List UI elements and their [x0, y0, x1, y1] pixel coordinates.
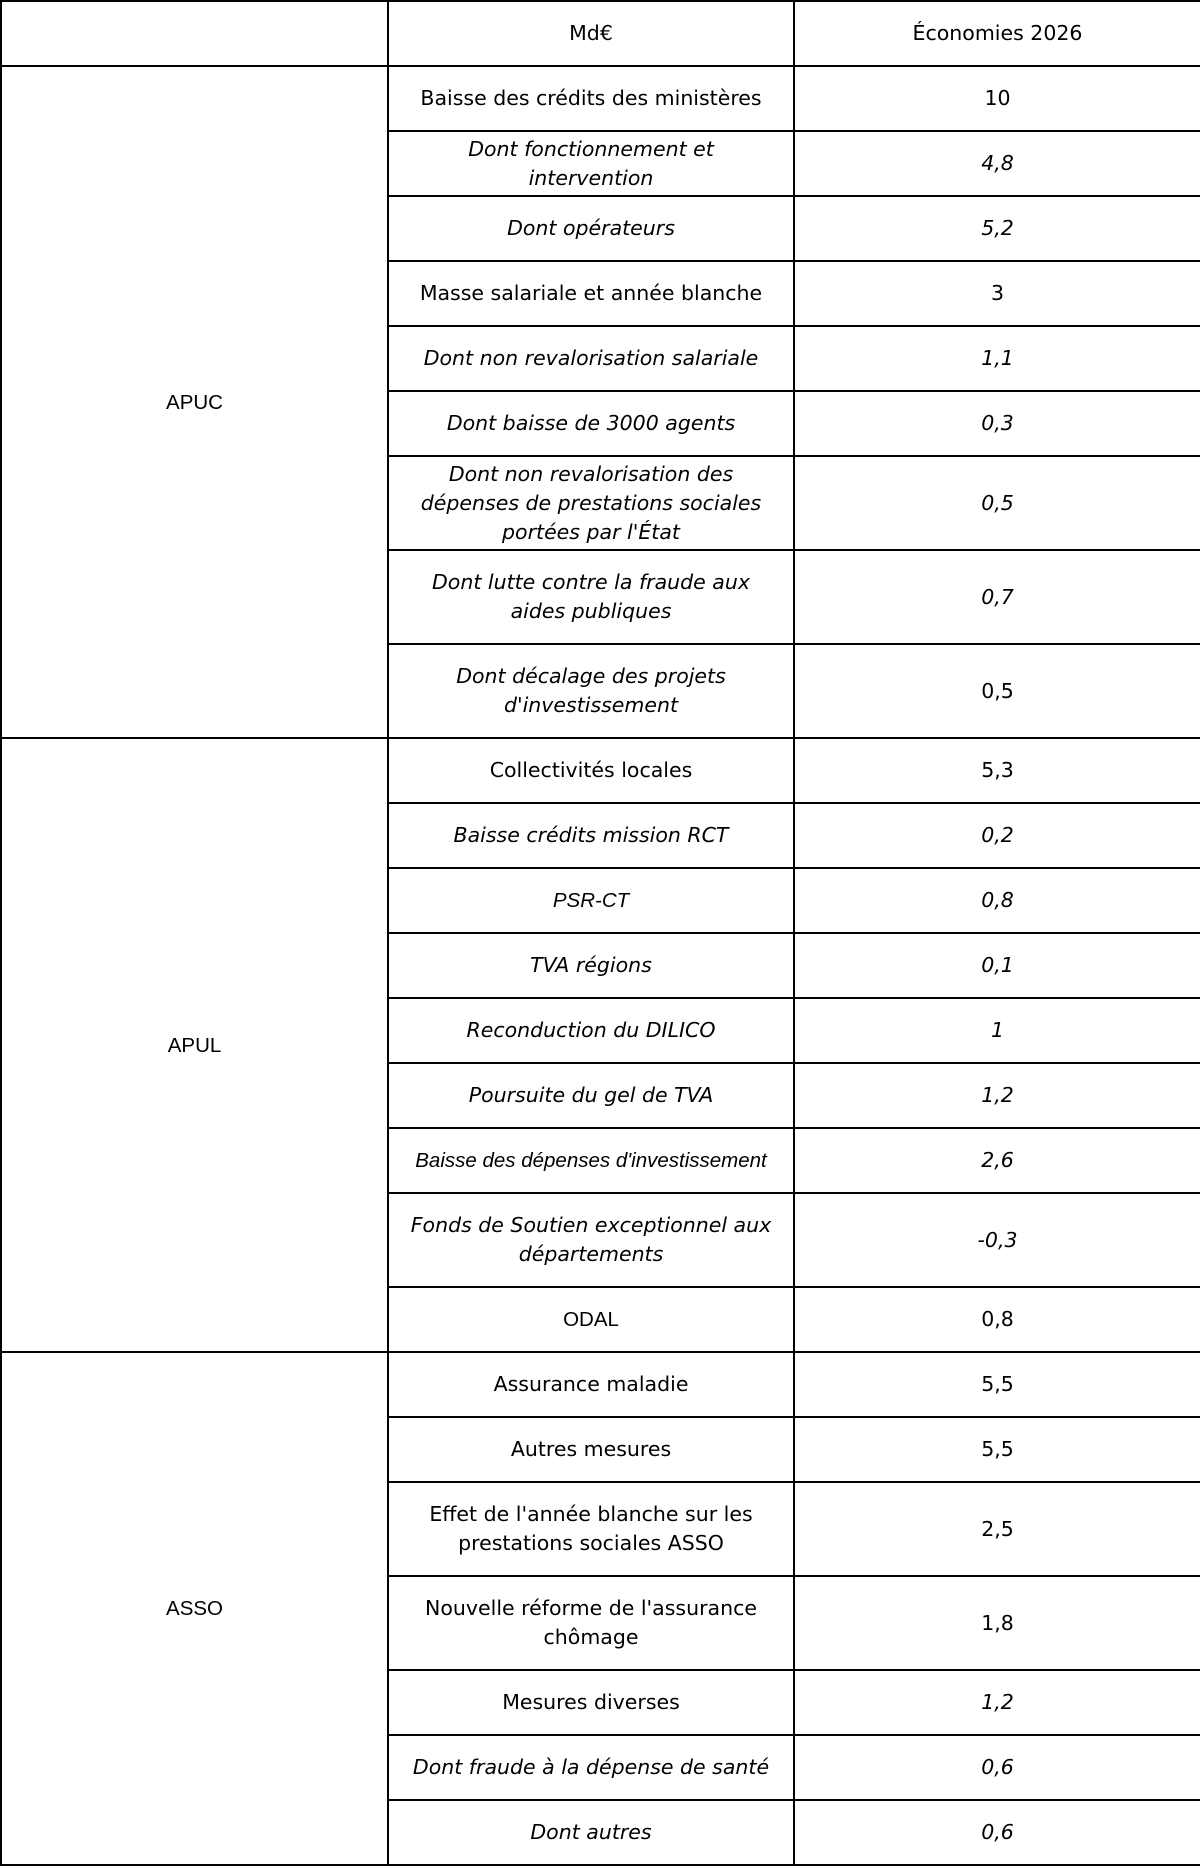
header-unit-cell: Md€: [388, 1, 794, 66]
row-value: 5,5: [794, 1352, 1200, 1417]
row-value: 0,6: [794, 1800, 1200, 1865]
row-label: Baisse des dépenses d'investissement: [388, 1128, 794, 1193]
row-value: 1,2: [794, 1670, 1200, 1735]
row-value: 0,1: [794, 933, 1200, 998]
row-label: Dont fonctionnement et intervention: [388, 131, 794, 196]
header-row: [1, 1, 1200, 66]
row-label: Baisse crédits mission RCT: [388, 803, 794, 868]
row-label: Effet de l'année blanche sur les prestations sociales ASSO: [388, 1482, 794, 1576]
row-value: 0,5: [794, 456, 1200, 550]
row-value: 0,3: [794, 391, 1200, 456]
row-label: Fonds de Soutien exceptionnel aux départements: [388, 1193, 794, 1287]
row-value: 1,1: [794, 326, 1200, 391]
table-row: [1, 66, 1200, 131]
row-value: -0,3: [794, 1193, 1200, 1287]
group-label-apul: APUL: [1, 738, 388, 1352]
row-value: 0,5: [794, 644, 1200, 738]
row-value: 5,5: [794, 1417, 1200, 1482]
row-label: Collectivités locales: [388, 738, 794, 803]
row-value: 5,2: [794, 196, 1200, 261]
row-value: 2,6: [794, 1128, 1200, 1193]
row-value: 3: [794, 261, 1200, 326]
row-value: 0,8: [794, 1287, 1200, 1352]
row-label: Autres mesures: [388, 1417, 794, 1482]
group-label-apuc: APUC: [1, 66, 388, 738]
table-row: [1, 738, 1200, 803]
row-label: Dont fraude à la dépense de santé: [388, 1735, 794, 1800]
row-label: Dont non revalorisation des dépenses de prestations sociales portées par l'État: [388, 456, 794, 550]
row-label: Dont lutte contre la fraude aux aides publiques: [388, 550, 794, 644]
table-row: [1, 1352, 1200, 1417]
row-value: 4,8: [794, 131, 1200, 196]
row-label: Assurance maladie: [388, 1352, 794, 1417]
row-label: Dont autres: [388, 1800, 794, 1865]
row-label: Dont opérateurs: [388, 196, 794, 261]
row-label: Mesures diverses: [388, 1670, 794, 1735]
row-value: 0,2: [794, 803, 1200, 868]
row-value: 0,6: [794, 1735, 1200, 1800]
row-value: 1: [794, 998, 1200, 1063]
row-label: Masse salariale et année blanche: [388, 261, 794, 326]
row-value: 5,3: [794, 738, 1200, 803]
row-label: Poursuite du gel de TVA: [388, 1063, 794, 1128]
row-value: 2,5: [794, 1482, 1200, 1576]
row-value: 1,2: [794, 1063, 1200, 1128]
header-year-cell: Économies 2026: [794, 1, 1200, 66]
row-value: 0,8: [794, 868, 1200, 933]
row-label: Dont baisse de 3000 agents: [388, 391, 794, 456]
row-label: Baisse des crédits des ministères: [388, 66, 794, 131]
row-label: PSR-CT: [388, 868, 794, 933]
group-label-asso: ASSO: [1, 1352, 388, 1865]
row-value: 10: [794, 66, 1200, 131]
row-value: 1,8: [794, 1576, 1200, 1670]
row-label: Nouvelle réforme de l'assurance chômage: [388, 1576, 794, 1670]
row-label: Reconduction du DILICO: [388, 998, 794, 1063]
row-label: TVA régions: [388, 933, 794, 998]
row-label: ODAL: [388, 1287, 794, 1352]
header-corner-cell: [1, 1, 388, 66]
row-label: Dont non revalorisation salariale: [388, 326, 794, 391]
row-label: Dont décalage des projets d'investissement: [388, 644, 794, 738]
row-value: 0,7: [794, 550, 1200, 644]
